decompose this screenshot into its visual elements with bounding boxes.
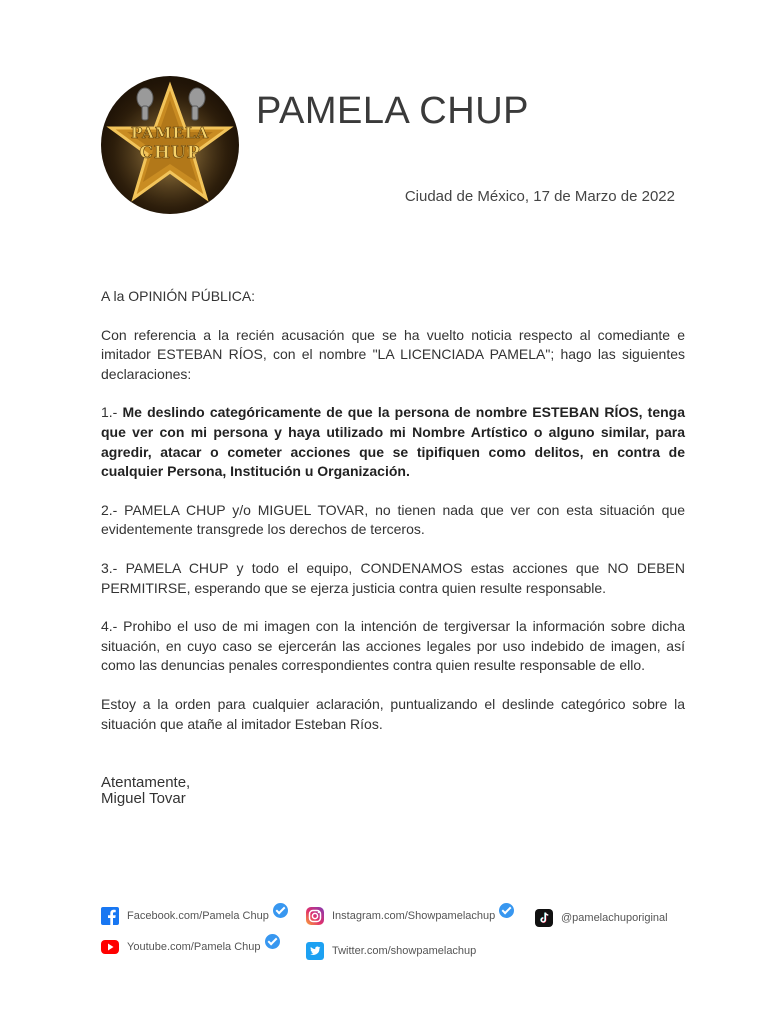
tiktok-icon xyxy=(535,909,553,927)
declaration-2: 2.- PAMELA CHUP y/o MIGUEL TOVAR, no tienen nada que ver con esta situación que evidentemente transgrede los derechos de terceros. xyxy=(101,501,685,538)
youtube-label: Youtube.com/Pamela Chup xyxy=(127,941,261,953)
twitter-icon xyxy=(306,942,324,960)
facebook-label: Facebook.com/Pamela Chup xyxy=(127,910,269,922)
verified-icon xyxy=(265,934,280,949)
instagram-icon xyxy=(306,907,324,925)
star-logo-icon xyxy=(101,76,239,214)
pamela-chup-logo xyxy=(101,76,239,214)
page-title: PAMELA CHUP xyxy=(256,90,529,132)
twitter-link[interactable] xyxy=(306,942,476,960)
instagram-label: Instagram.com/Showpamelachup xyxy=(332,910,496,922)
tiktok-label: @pamelachuporiginal xyxy=(561,912,668,924)
svg-text:CHUP: CHUP xyxy=(139,143,201,163)
closing-paragraph: Estoy a la orden para cualquier aclaración, puntualizando el deslinde categórico sobre la situación que atañe al imitador Esteban Ríos. xyxy=(101,695,685,732)
declaration-1-text: Me deslindo categóricamente de que la persona de nombre ESTEBAN RÍOS, tenga que ver con mi persona y haya utilizado mi Nombre Artístico o alguno similar, para agredir, atacar o cometer acciones que se tipifiquen como delitos, en contra de cualquier Persona, Institución u Organización. xyxy=(101,404,685,480)
declaration-4: 4.- Prohibo el uso de mi imagen con la intención de tergiversar la información sobre dicha situación, en cuyo caso se ejercerán las acciones legales por uso indebido de imagen, así como las denuncias penales correspondientes contra quien resulte responsable de ello. xyxy=(101,618,685,674)
letter-body xyxy=(101,287,685,753)
signature-name: Miguel Tovar xyxy=(101,790,186,807)
twitter-label: Twitter.com/showpamelachup xyxy=(332,945,477,957)
instagram-link[interactable] xyxy=(306,907,514,925)
verified-icon xyxy=(273,903,288,918)
facebook-link[interactable] xyxy=(101,907,288,925)
verified-icon xyxy=(499,903,514,918)
facebook-icon xyxy=(101,907,119,925)
greeting: A la OPINIÓN PÚBLICA: xyxy=(101,288,256,304)
tiktok-link[interactable] xyxy=(535,909,668,927)
signature xyxy=(101,775,190,807)
youtube-link[interactable] xyxy=(101,938,280,956)
declaration-3: 3.- PAMELA CHUP y todo el equipo, CONDENAMOS estas acciones que NO DEBEN PERMITIRSE, esperando que se ejerza justicia contra quien resulte responsable. xyxy=(101,559,685,596)
youtube-icon xyxy=(101,938,119,956)
svg-text:PAMELA: PAMELA xyxy=(130,124,210,142)
signature-salutation: Atentamente, xyxy=(101,774,191,791)
declaration-1-number: 1.- xyxy=(101,404,123,421)
intro-paragraph: Con referencia a la recién acusación que se ha vuelto noticia respecto al comediante e imitador ESTEBAN RÍOS, con el nombre "LA LICENCIADA PAMELA"; hago las siguientes declaraciones: xyxy=(101,326,685,382)
date-line: Ciudad de México, 17 de Marzo de 2022 xyxy=(404,188,675,205)
declaration-1 xyxy=(101,403,685,481)
